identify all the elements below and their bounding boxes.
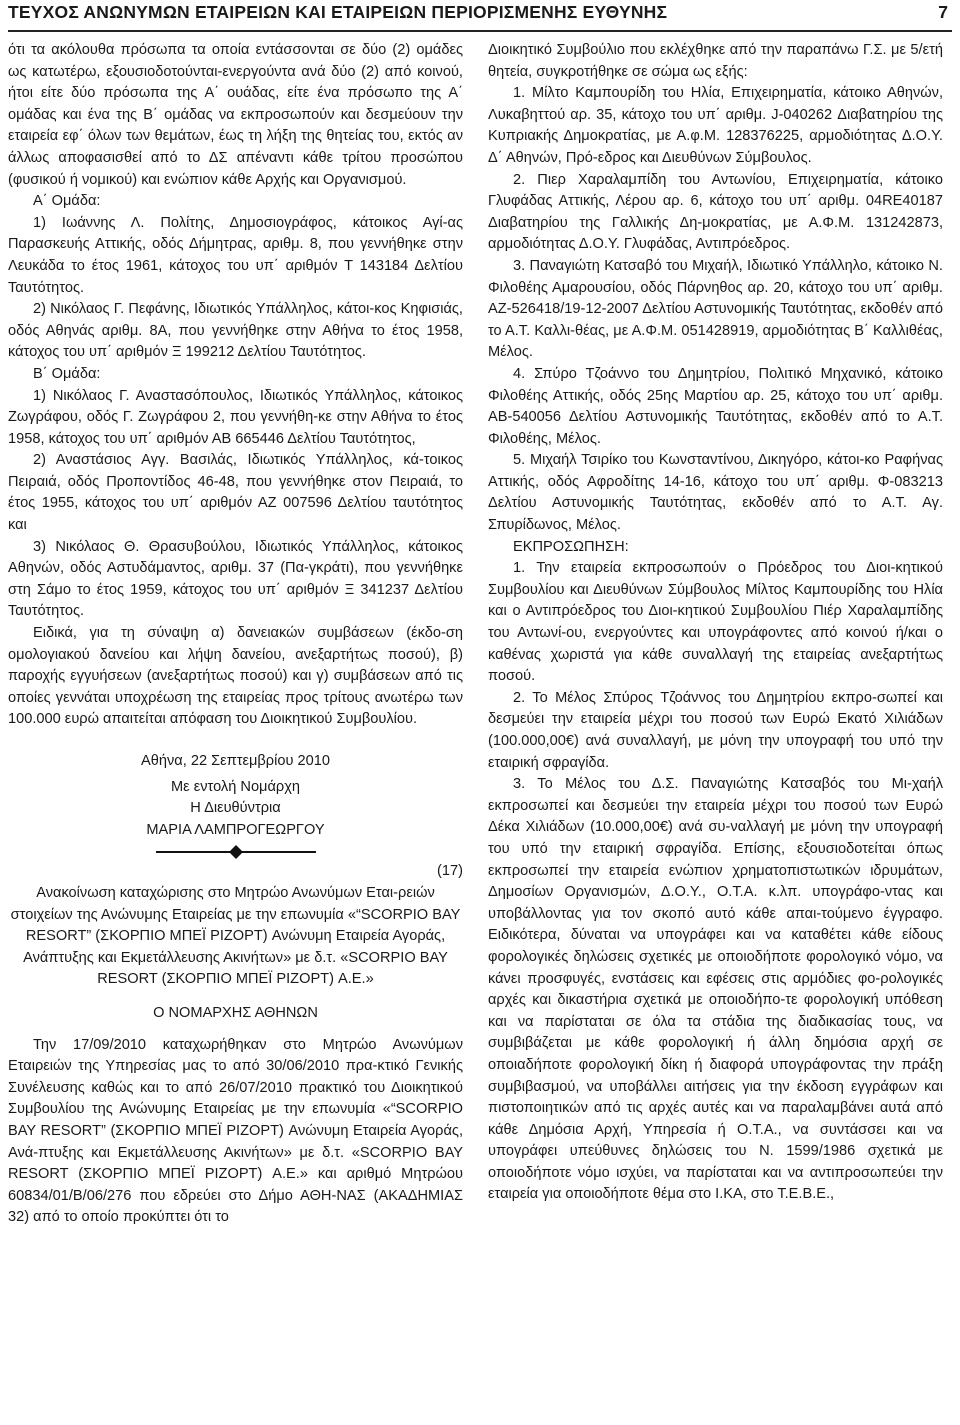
- list-item: 1) Ιωάννης Λ. Πολίτης, Δημοσιογράφος, κάτοικος Αγί-ας Παρασκευής Αττικής, οδός Δήμητρας, αριθμ. 8, που γεννήθηκε στην Λευκάδα το έτος 1961, κάτοχος του υπ΄ αριθμόν Τ 143184 Δελτίου Ταυτότητος.: [8, 214, 463, 296]
- list-item: 5. Μιχαήλ Τσιρίκο του Κωνσταντίνου, Δικηγόρο, κάτοι-κο Ραφήνας Αττικής, οδός Αφροδίτης 14-16, κάτοχο του υπ΄ αριθμ. Φ-083213 Δελτίου Αστυνομικής Ταυτότητας, εκδοθέν από το Α.Τ. Αγ. Σπυρίδωνος, Μέλος.: [488, 452, 943, 534]
- paragraph: ότι τα ακόλουθα πρόσωπα τα οποία εντάσσονται σε δύο (2) ομάδες ως κατωτέρω, εξουσιοδοτούνται-ενεργούντα ανά δύο (2) από κοινού, ήτοι είτε δύο πρόσωπα της Α΄ ουάδας, είτε ένα πρόσωπο της Α΄ ομάδας και ένα της Β΄ ομάδας να εκπροσωπούν και δεσμεύουν την εταιρεία εφ΄ όλων των θεμάτων, έως τη λήξη της θητείας του, εκτός αν άλλως αποφασισθεί από το ΔΣ απέναντι κάθε τρίτου προσώπου (φυσικού ή νομικού) και ενώπιον κάθε Αρχής και Οργανισμού.: [8, 42, 463, 188]
- list-item: 1) Νικόλαος Γ. Αναστασόπουλος, Ιδιωτικός Υπάλληλος, κάτοικος Ζωγράφου, οδός Γ. Ζωγράφου 2, που γεννήθη-κε στην Αθήνα το έτος 1958, κάτοχος του υπ΄ αριθμόν ΑΒ 665446 Δελτίου Ταυτότητος,: [8, 387, 463, 447]
- authority-title: Ο ΝΟΜΑΡΧΗΣ ΑΘΗΝΩΝ: [153, 1004, 318, 1021]
- notice-title: Ανακοίνωση καταχώρισης στο Μητρώο Ανωνύμων Εται-ρειών στοιχείων της Ανώνυμης Εταιρείας με την επωνυμία «“SCORPIO BAY RESORT” (ΣΚΟΡΠΙΟ ΜΠΕΪ ΡΙΖΟΡΤ) Ανώνυμη Εταιρεία Αγοράς, Ανάπτυξης και Εκμετάλλευσης Ακινήτων» με δ.τ. «SCORPIO BAY RESORT (ΣΚΟΡΠΙΟ ΜΠΕΪ ΡΙΖΟΡΤ) Α.Ε.»: [10, 884, 461, 988]
- signature-name: ΜΑΡΙΑ ΛΑΜΠΡΟΓΕΩΡΓΟΥ: [146, 821, 325, 838]
- group-a-heading: Α΄ Ομάδα:: [33, 193, 101, 210]
- list-item: 2) Νικόλαος Γ. Πεφάνης, Ιδιωτικός Υπάλληλος, κάτοι-κος Κηφισιάς, οδός Αθηνάς αριθμ. 8Α, που γεννήθηκε στην Αθήνα το έτος 1958, κάτοχος του υπ΄ αριθμόν Ξ 199212 Δελτίου Ταυτότητος.: [8, 301, 463, 361]
- right-column: [488, 40, 943, 1206]
- page-header: [8, 0, 952, 32]
- notice-number: (17): [437, 863, 463, 880]
- list-item: 4. Σπύρο Τζοάννο του Δημητρίου, Πολιτικό Μηχανικό, κάτοικο Φιλοθέης Αττικής, οδός 25ης Μαρτίου αρ. 25, κάτοχο του υπ΄ αριθμ. ΑΒ-540056 Δελτίου Αστυνομικής Ταυτότητας, εκδοθέν από το Α.Τ. Φιλοθέης, Μέλος.: [488, 365, 943, 447]
- list-item: 2. Το Μέλος Σπύρος Τζοάννος του Δημητρίου εκπρο-σωπεί και δεσμεύει την εταιρεία μέχρι του ποσού των Ευρώ Εκατό Χιλιάδων (100.000,00€) ανά συναλλαγή, με μόνη την υπογραφή του υπό την εταιρική σφραγίδα.: [488, 689, 943, 771]
- signature-by: Με εντολή Νομάρχη: [171, 778, 300, 795]
- list-item: 3. Παναγιώτη Κατσαβό του Μιχαήλ, Ιδιωτικό Υπάλληλο, κάτοικο Ν. Φιλοθέης Αμαρουσίου, οδός Πάρνηθος αρ. 20, κάτοχο του υπ΄ αριθμ. ΑΖ-526418/19-12-2007 Δελτίου Αστυνομικής Ταυτότητας, εκδοθέν από το Α.Τ. Καλλι-θέας, με Α.Φ.Μ. 051428919, αρμοδιότητας Β΄ Καλλιθέας, Μέλος.: [488, 257, 943, 361]
- journal-title: ΤΕΥΧΟΣ ΑΝΩΝΥΜΩΝ ΕΤΑΙΡΕΙΩΝ ΚΑΙ ΕΤΑΙΡΕΙΩΝ ΠΕΡΙΟΡΙΣΜΕΝΗΣ ΕΥΘΥΝΗΣ: [8, 2, 668, 22]
- list-item: 2) Αναστάσιος Αγγ. Βασιλάς, Ιδιωτικός Υπάλληλος, κά-τοικος Πειραιά, οδός Προποντίδος 46-48, που γεννήθηκε στον Πειραιά, το έτος 1955, κάτοχος του υπ΄ αριθμόν ΑΖ 007596 Δελτίου ταυτότητος και: [8, 452, 463, 534]
- left-column: [8, 40, 463, 1229]
- paragraph: Την 17/09/2010 καταχωρήθηκαν στο Μητρώο Ανωνύμων Εταιρειών της Υπηρεσίας μας το από 30/06/2010 πρα-κτικό Γενικής Συνέλευσης καθώς και το από 26/07/2010 πρακτικό του Διοικητικού Συμβουλίου της Ανώνυμης Εταιρείας με την επωνυμία «“SCORPIO BAY RESORT” (ΣΚΟΡΠΙΟ ΜΠΕΪ ΡΙΖΟΡΤ) Ανώνυμη Εταιρεία Αγοράς, Ανά-πτυξης και Εκμετάλλευσης Ακινήτων» με δ.τ. «SCORPIO BAY RESORT (ΣΚΟΡΠΙΟ ΜΠΕΪ ΡΙΖΟΡΤ) Α.Ε.» και αριθμό Μητρώου 60834/01/Β/06/276 που εδρεύει στο Δήμο ΑΘΗ-ΝΑΣ (ΑΚΑΔΗΜΙΑΣ 32) από το οποίο προκύπτει ότι το: [8, 1036, 463, 1226]
- list-item: 2. Πιερ Χαραλαμπίδη του Αντωνίου, Επιχειρηματία, κάτοικο Γλυφάδας Αττικής, Λέρου αρ. 6, κάτοχο του υπ΄ αριθμ. 04RE40187 Διαβατηρίου της Γαλλικής Δη-μοκρατίας, με Α.Φ.Μ. 131242873, αρμοδιότητας Δ.Ο.Υ. Γλυφάδας, Αντιπρόεδρος.: [488, 171, 943, 253]
- diamond-divider-icon: [156, 845, 316, 859]
- page-number: 7: [938, 2, 948, 22]
- paragraph: Διοικητικό Συμβούλιο που εκλέχθηκε από την παραπάνω Γ.Σ. με 5/ετή θητεία, συγκροτήθηκε σε σώμα ως εξής:: [488, 42, 943, 80]
- signature-role: Η Διευθύντρια: [190, 800, 281, 817]
- list-item: 3) Νικόλαος Θ. Θρασυβούλου, Ιδιωτικός Υπάλληλος, κάτοικος Αθηνών, οδός Αστυδάμαντος, αριθμ. 37 (Πα-γκράτι), που γεννήθηκε στη Σάμο το έτος 1959, κάτοχος του υπ΄ αριθμόν Ξ 341237 Δελτίου Ταυτότητος.: [8, 538, 463, 620]
- representation-heading: ΕΚΠΡΟΣΩΠΗΣΗ:: [513, 538, 629, 555]
- paragraph: Ειδικά, για τη σύναψη α) δανειακών συμβάσεων (έκδο-ση ομολογιακού δανείου και λήψη δανείου, ανεξαρτήτως ποσού), β) παροχής εγγυήσεων (ανεξαρτήτως ποσού) και γ) συμβάσεων από τις οποίες γεννάται υποχρέωση της εταιρείας προς τρίτους ανωτέρω των 100.000 ευρώ απαιτείται απόφαση του Διοικητικού Συμβουλίου.: [8, 625, 463, 728]
- list-item: 3. Το Μέλος του Δ.Σ. Παναγιώτης Κατσαβός του Μι-χαήλ εκπροσωπεί και δεσμεύει την εταιρεία μέχρι του ποσού των Ευρώ Δέκα Χιλιάδων (10.000,00€) ανά συ-ναλλαγή με μόνη την υπογραφή του υπό την εταιρική σφραγίδα. Επίσης, εξουσιοδοτείται όπως εκπροσωπεί την εταιρεία ενώπιον χρηματοπιστωτικών ιδρυμάτων, Δημοσίων Οργανισμών, Δ.Ο.Υ., Ο.Τ.Α. κ.λπ. υπογράφο-ντας και υποβάλλοντας για τον σκοπό αυτό κάθε απαι-τούμενο έγγραφο. Ειδικότερα, δύναται να υπογράφει και να καταθέτει κάθε είδους φορολογικές δηλώσεις σχετικές με οποιοδήποτε φορολογικό νόμο, να κάνει προσφυγές, ενστάσεις και εφέσεις στις αρμόδιες φο-ρολογικές αρχές και δικαστήρια σχετικά με οποιοδήπο-τε φορολογική υπόθεση και να παρίσταται σε όλα τα στάδια της διαδικασίας τους, να συμβιβάζεται με κάθε φορολογική ή άλλη δημόσια αρχή σε οποιαδήποτε φορολογική δίκη ή διαφορά υπογράφοντας την πράξη συμβιβασμού, να υποβάλλει αιτήσεις για την έκδοση εγγράφων και πιστοποιητικών από τις αρχές αυτές και να παραλαμβάνει αυτά από κάθε Δημόσια Αρχή, Υπηρεσία ή Ο.Τ.Α., να συντάσσει και να υπογράφει υπεύθυνες δηλώσεις του Ν. 1599/1986 σχετικά με οποιοδήποτε νόμο ισχύει, να παρίσταται και να αντιπροσωπεύει την εταιρεία για οποιοδήποτε θέμα στο Ι.ΚΑ, στο Τ.Ε.Β.Ε.,: [488, 776, 943, 1203]
- list-item: 1. Μίλτο Καμπουρίδη του Ηλία, Επιχειρηματία, κάτοικο Αθηνών, Λυκαβηττού αρ. 35, κάτοχο του υπ΄ αριθμ. J-040262 Διαβατηρίου της Κυπριακής Δημοκρατίας, με Α.φ.Μ. 128376225, αρμοδιότητας Δ.Ο.Υ. Δ΄ Αθηνών, Πρό-εδρος και Διευθύνων Σύμβουλος.: [488, 85, 943, 166]
- group-b-heading: Β΄ Ομάδα:: [33, 365, 101, 382]
- signature-date: Αθήνα, 22 Σεπτεμβρίου 2010: [141, 753, 330, 769]
- list-item: 1. Την εταιρεία εκπροσωπούν ο Πρόεδρος του Διοι-κητικού Συμβουλίου και Διευθύνων Σύμβουλος Μίλτος Καμπουρίδης του Ηλία και ο Αντιπρόεδρος του Διοι-κητικού Συμβουλίου Πιέρ Χαραλαμπίδης του Αντωνί-ου, ενεργούντες και υπογράφοντες από κοινού ή/και ο καθένας χωριστά για κάθε συναλλαγή της εταιρείας ανεξαρτήτως ποσού.: [488, 560, 943, 685]
